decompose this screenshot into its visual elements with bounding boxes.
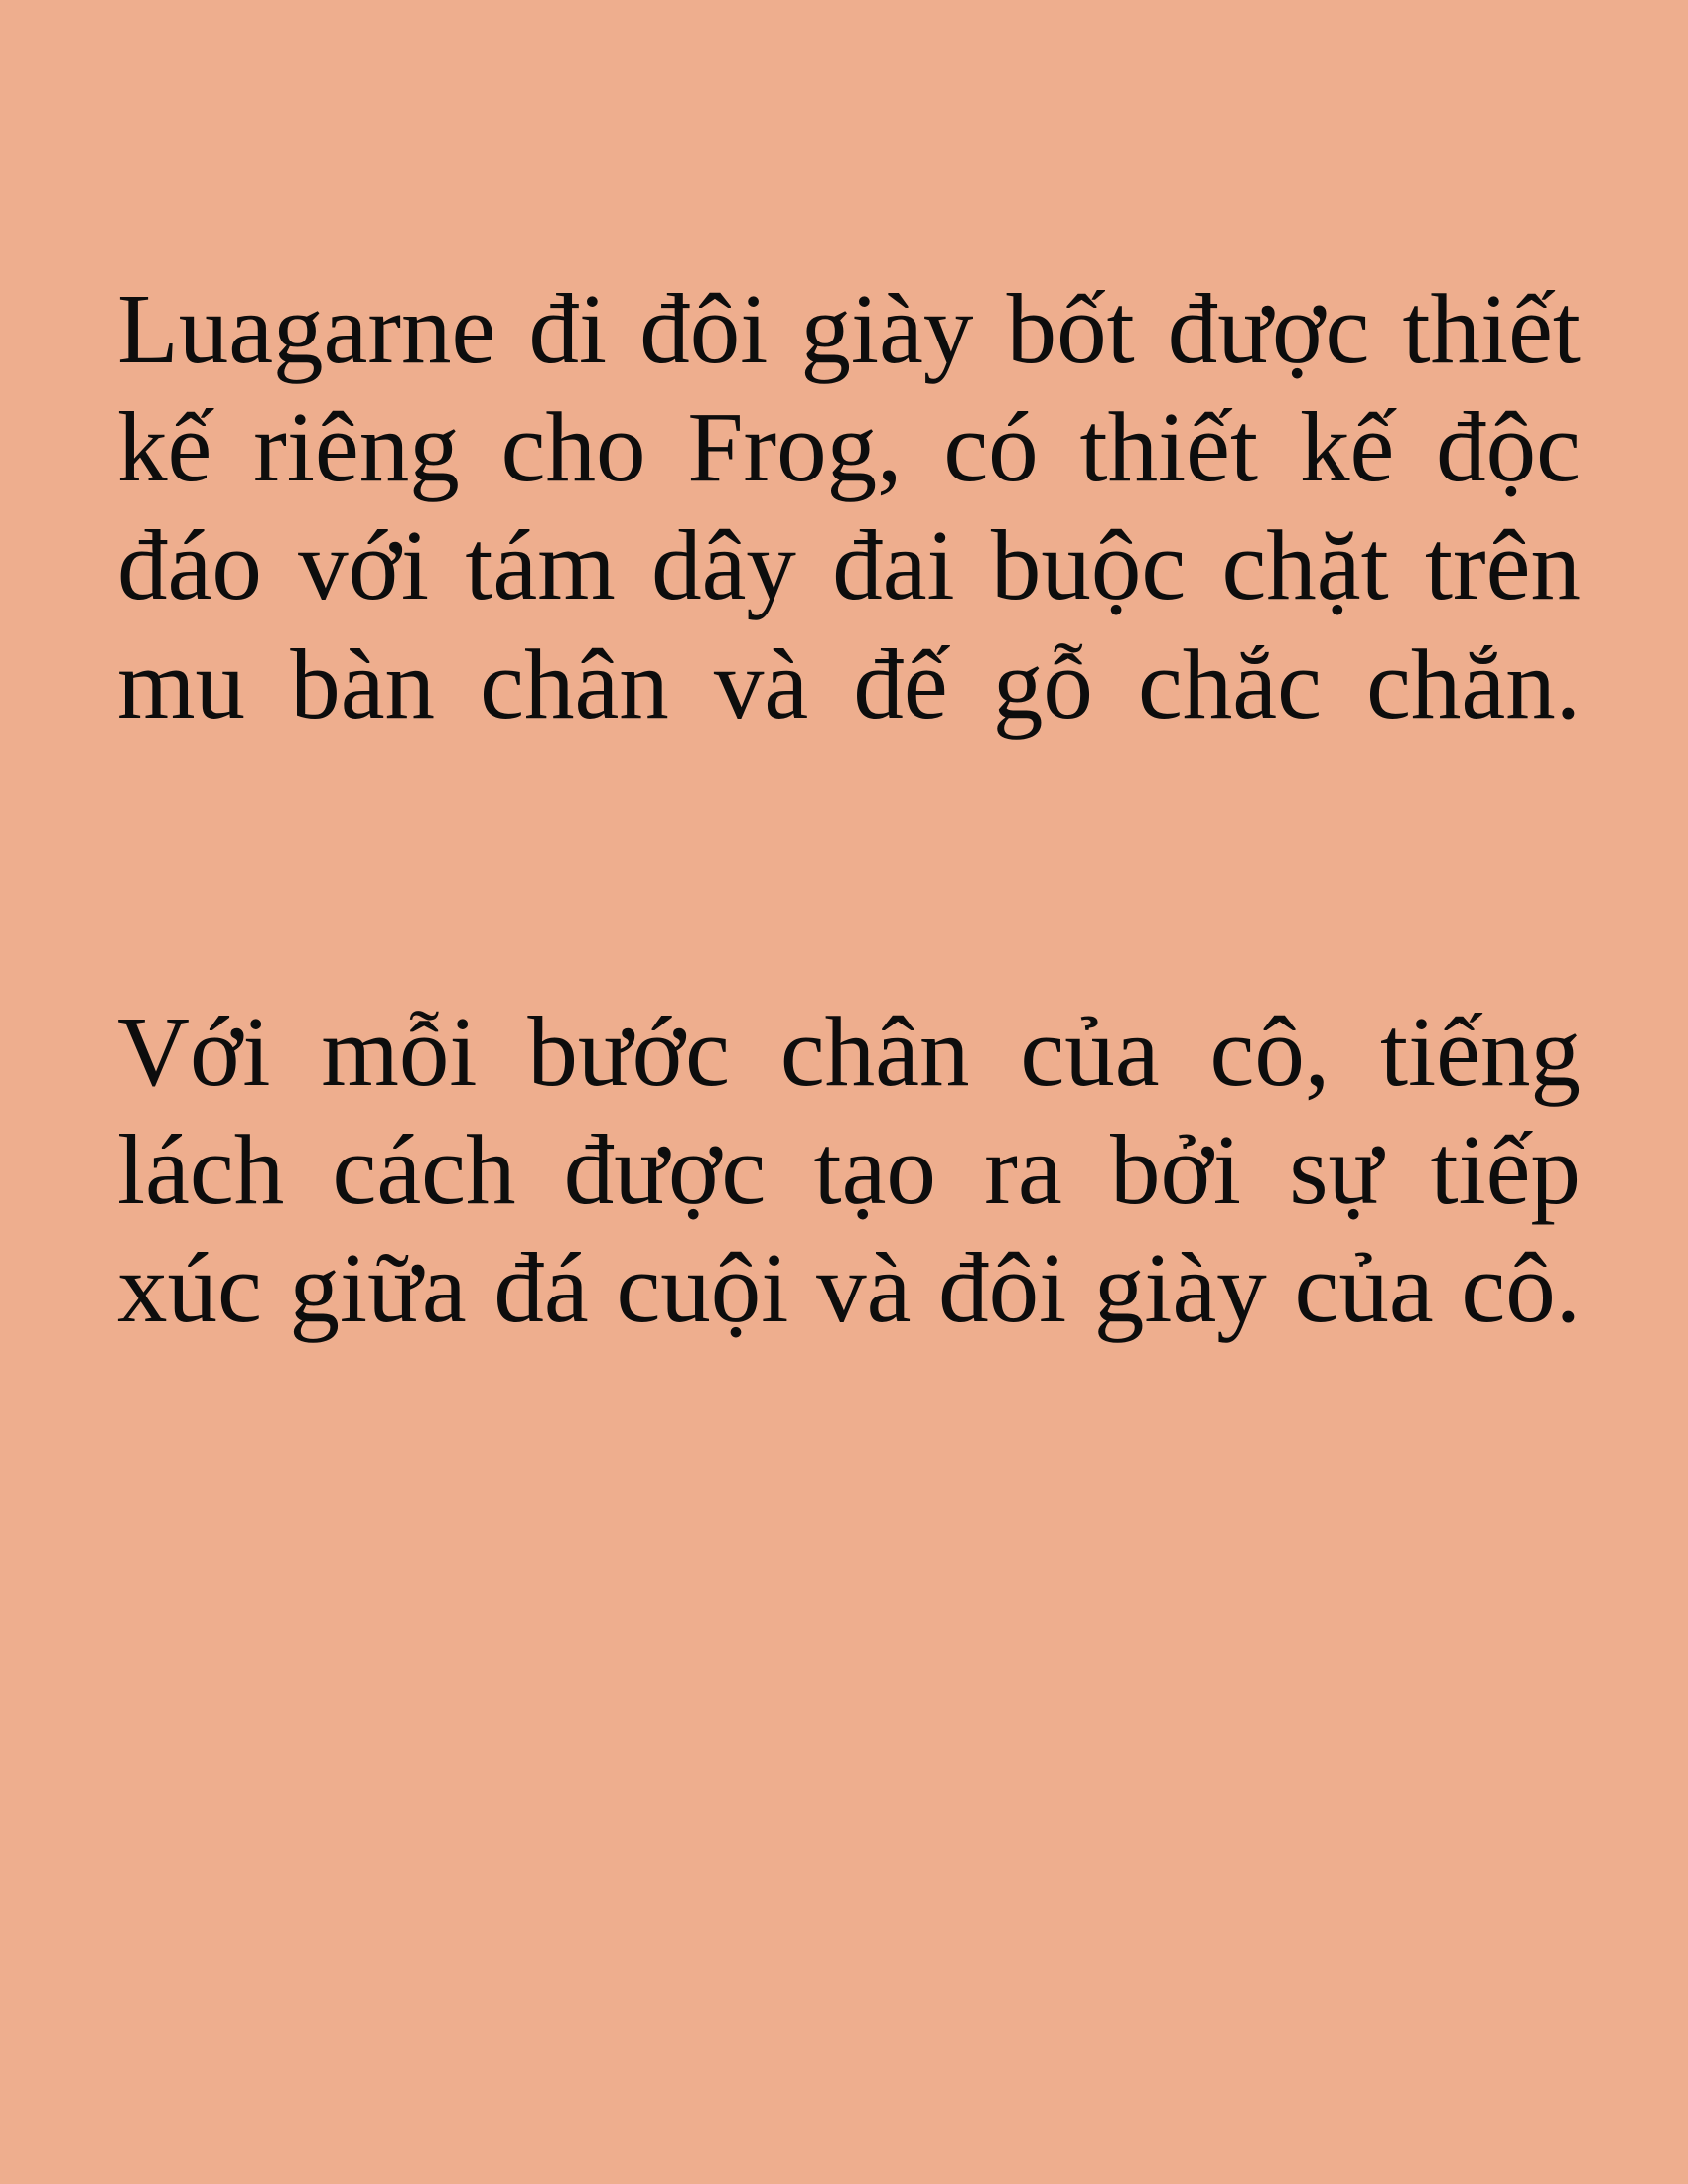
body-paragraph-1: Luagarne đi đôi giày bốt được thiết kế riêng cho Frog, có thiết kế độc đáo với tám dây đai buộc chặt trên mu bàn chân và đế gỗ chắc chắn. <box>117 273 1581 740</box>
body-paragraph-2: Với mỗi bước chân của cô, tiếng lách cách được tạo ra bởi sự tiếp xúc giữa đá cuội và đôi giày của cô. <box>117 995 1581 1344</box>
